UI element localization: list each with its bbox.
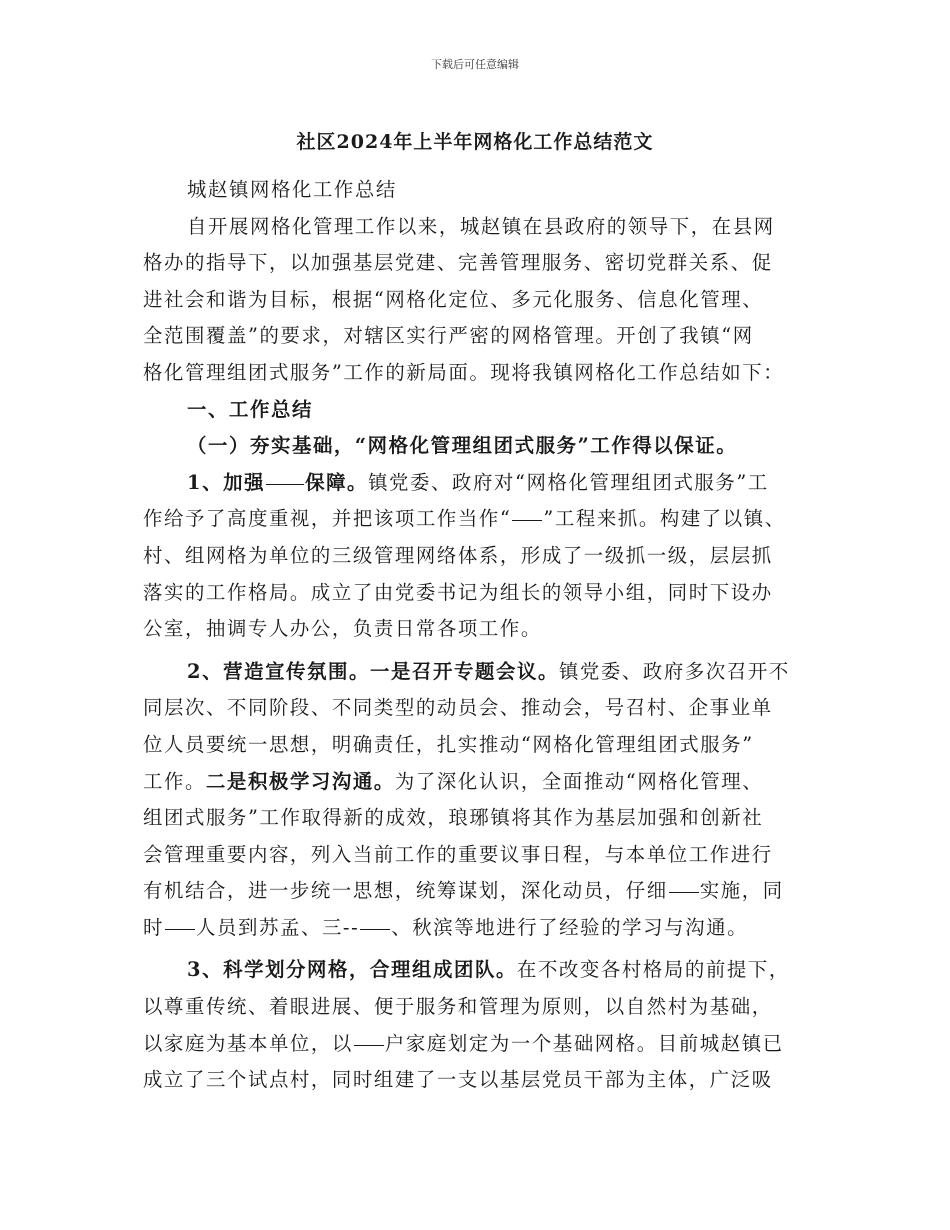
paragraph-text: 、秋滨等地进行了经验的学习与沟通。 (391, 915, 749, 939)
paragraph-line (143, 501, 811, 538)
item-subheading: 二是积极学习沟通。 (205, 769, 395, 793)
paragraph-text: 为了深化认识，全面推动“网格化管理、 (394, 769, 764, 793)
paragraph-line: 进社会和谐为目标，根据“网格化定位、多元化服务、信息化管理、 (143, 287, 764, 311)
paragraph-line (143, 465, 811, 502)
paragraph-text: 有机结合，进一步统一思想，统筹谋划，深化动员，仔细 (143, 879, 668, 903)
paragraph-line (143, 1026, 811, 1063)
paragraph-line: 公室，抽调专人办公，负责日常各项工作。 (143, 617, 542, 641)
paragraph-line (143, 873, 811, 910)
paragraph-line: 村、组网格为单位的三级管理网络体系，形成了一级抓一级，层层抓 (143, 543, 773, 567)
paragraph-line: 自开展网格化管理工作以来，城赵镇在县政府的领导下，在县网 (187, 214, 775, 238)
page-header-note: 下载后可任意编辑 (431, 58, 519, 71)
paragraph-line: 位人员要统一思想，明确责任，扎实推动“网格化管理组团式服务” (143, 732, 754, 756)
fill-blank (354, 1044, 384, 1046)
paragraph-line (143, 764, 811, 801)
paragraph-text: ”工程来抓。构建了以镇、 (543, 507, 786, 531)
paragraph-line: 同层次、不同阶段、不同类型的动员会、推动会，号召村、企事业单 (143, 696, 773, 720)
document-title: 社区2024年上半年网格化工作总结范文 (296, 131, 654, 153)
paragraph-text: 户家庭划定为一个基础网格。目前城赵镇已 (384, 1031, 784, 1055)
fill-blank (266, 483, 304, 485)
fill-blank (669, 891, 699, 893)
paragraph-text: 时 (143, 915, 164, 939)
paragraph-line: 格办的指导下，以加强基层党建、完善管理服务、密切党群关系、促 (143, 251, 773, 275)
paragraph-line: 全范围覆盖”的要求，对辖区实行严密的网格管理。开创了我镇“网 (143, 324, 754, 348)
item-heading: 2、营造宣传氛围。一是召开专题会议。 (187, 659, 559, 683)
paragraph-line: 会管理重要内容，列入当前工作的重要议事日程，与本单位工作进行 (143, 842, 773, 866)
paragraph-text: 作给予了高度重视，并把该项工作当作“ (143, 507, 512, 531)
paragraph-text: 在不改变各村格局的前提下， (516, 958, 790, 982)
paragraph-line: 成立了三个试点村，同时组建了一支以基层党员干部为主体，广泛吸 (143, 1068, 773, 1092)
fill-blank (360, 928, 390, 930)
paragraph-line: 落实的工作格局。成立了由党委书记为组长的领导小组，同时下设办 (143, 580, 773, 604)
subtitle-line: 城赵镇网格化工作总结 (187, 178, 397, 201)
item-heading: 3、科学划分网格，合理组成团队。 (187, 958, 517, 982)
fill-blank (512, 519, 542, 521)
item-heading-part: 1、加强 (187, 470, 266, 494)
section-heading: 一、工作总结 (187, 397, 313, 421)
paragraph-text: 工作。 (143, 769, 206, 793)
paragraph-line: 格化管理组团式服务”工作的新局面。现将我镇网格化工作总结如下： (143, 360, 785, 384)
paragraph-text: 镇党委、政府对“网格化管理组团式服务”工 (368, 470, 769, 494)
paragraph-line (143, 910, 811, 947)
item-heading-part: 保障。 (305, 470, 369, 494)
paragraph-line: 组团式服务”工作取得新的成效，琅琊镇将其作为基层加强和创新社 (143, 806, 764, 830)
document-body (143, 172, 811, 1099)
paragraph-text: 以家庭为基本单位，以 (143, 1031, 353, 1055)
paragraph-text: 人员到苏孟、三-- (196, 915, 360, 939)
paragraph-text: 实施，同 (699, 879, 784, 903)
paragraph-line: 以尊重传统、着眼进展、便于服务和管理为原则，以自然村为基础， (143, 995, 773, 1019)
paragraph-line (143, 654, 811, 691)
fill-blank (165, 928, 195, 930)
paragraph-line (143, 952, 811, 989)
paragraph-text: 镇党委、政府多次召开不 (558, 659, 790, 683)
subsection-heading: （一）夯实基础，“网格化管理组团式服务”工作得以保证。 (187, 434, 738, 458)
